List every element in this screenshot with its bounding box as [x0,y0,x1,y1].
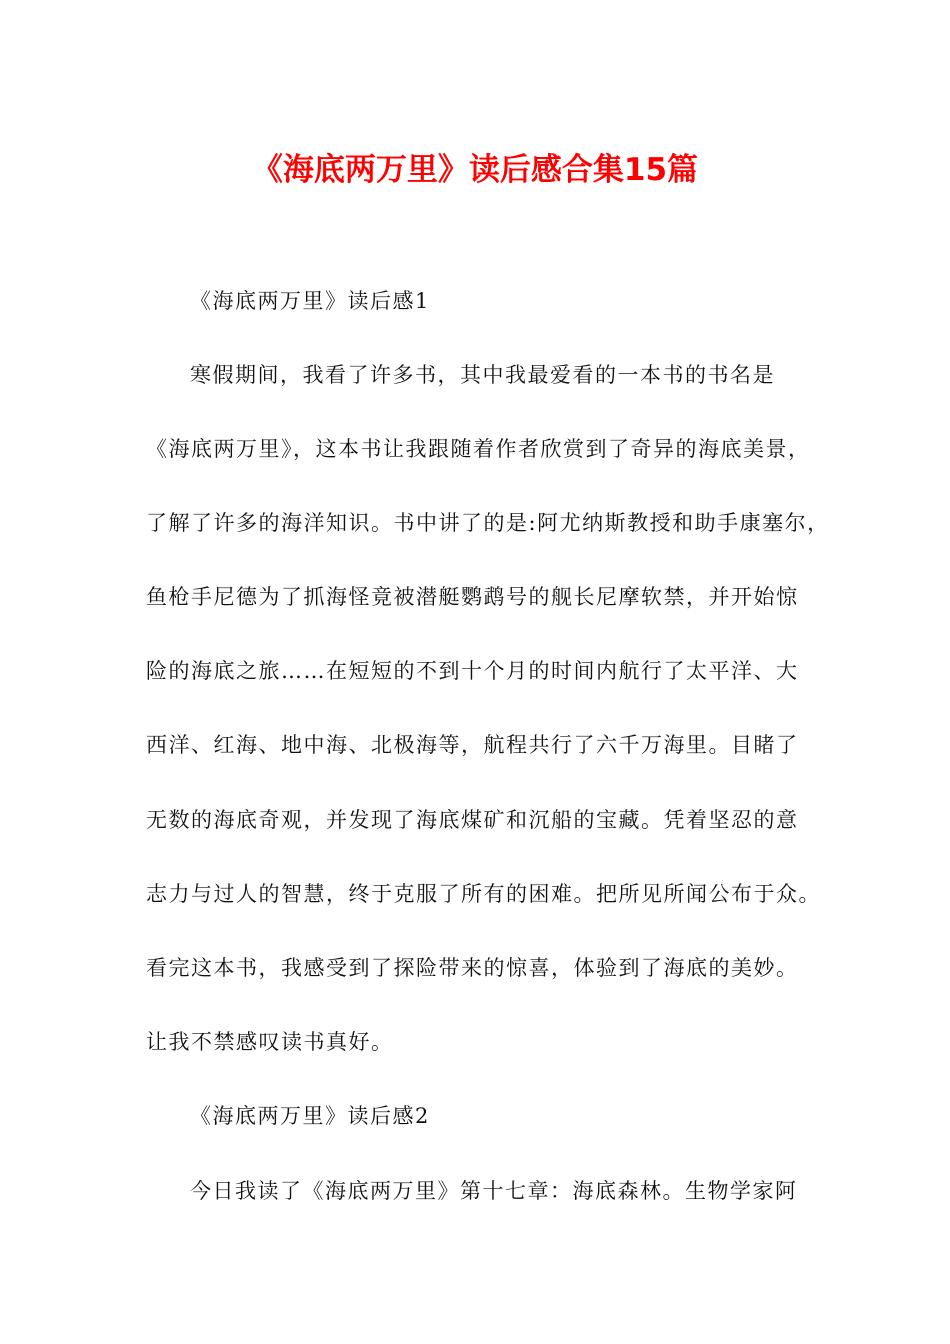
paragraph-line: 看完这本书，我感受到了探险带来的惊喜，体验到了海底的美妙。 [146,956,799,980]
section-heading-1: 《海底两万里》读后感1 [190,289,430,313]
paragraph-line: 寒假期间，我看了许多书，其中我最爱看的一本书的书名是 [190,363,775,387]
paragraph-line: 无数的海底奇观，并发现了海底煤矿和沉船的宝藏。凭着坚忍的意 [146,808,799,832]
paragraph-line: 《海底两万里》，这本书让我跟随着作者欣赏到了奇异的海底美景， [146,437,811,461]
paragraph-line: 让我不禁感叹读书真好。 [146,1030,394,1054]
paragraph-line: 鱼枪手尼德为了抓海怪竟被潜艇鹦鹉号的舰长尼摩软禁，并开始惊 [146,585,799,609]
paragraph-line: 志力与过人的智慧，终于克服了所有的困难。把所见所闻公布于众。 [146,882,821,906]
paragraph-line: 了解了许多的海洋知识。书中讲了的是:阿尤纳斯教授和助手康塞尔， [146,511,830,535]
paragraph-line: 今日我读了《海底两万里》第十七章：海底森林。生物学家阿 [190,1179,798,1203]
section-heading-2: 《海底两万里》读后感2 [190,1104,430,1128]
paragraph-line: 西洋、红海、地中海、北极海等，航程共行了六千万海里。目睹了 [146,733,799,757]
paragraph-line: 险的海底之旅……在短短的不到十个月的时间内航行了太平洋、大 [146,659,799,683]
document-title: 《海底两万里》读后感合集15篇 [251,152,699,188]
